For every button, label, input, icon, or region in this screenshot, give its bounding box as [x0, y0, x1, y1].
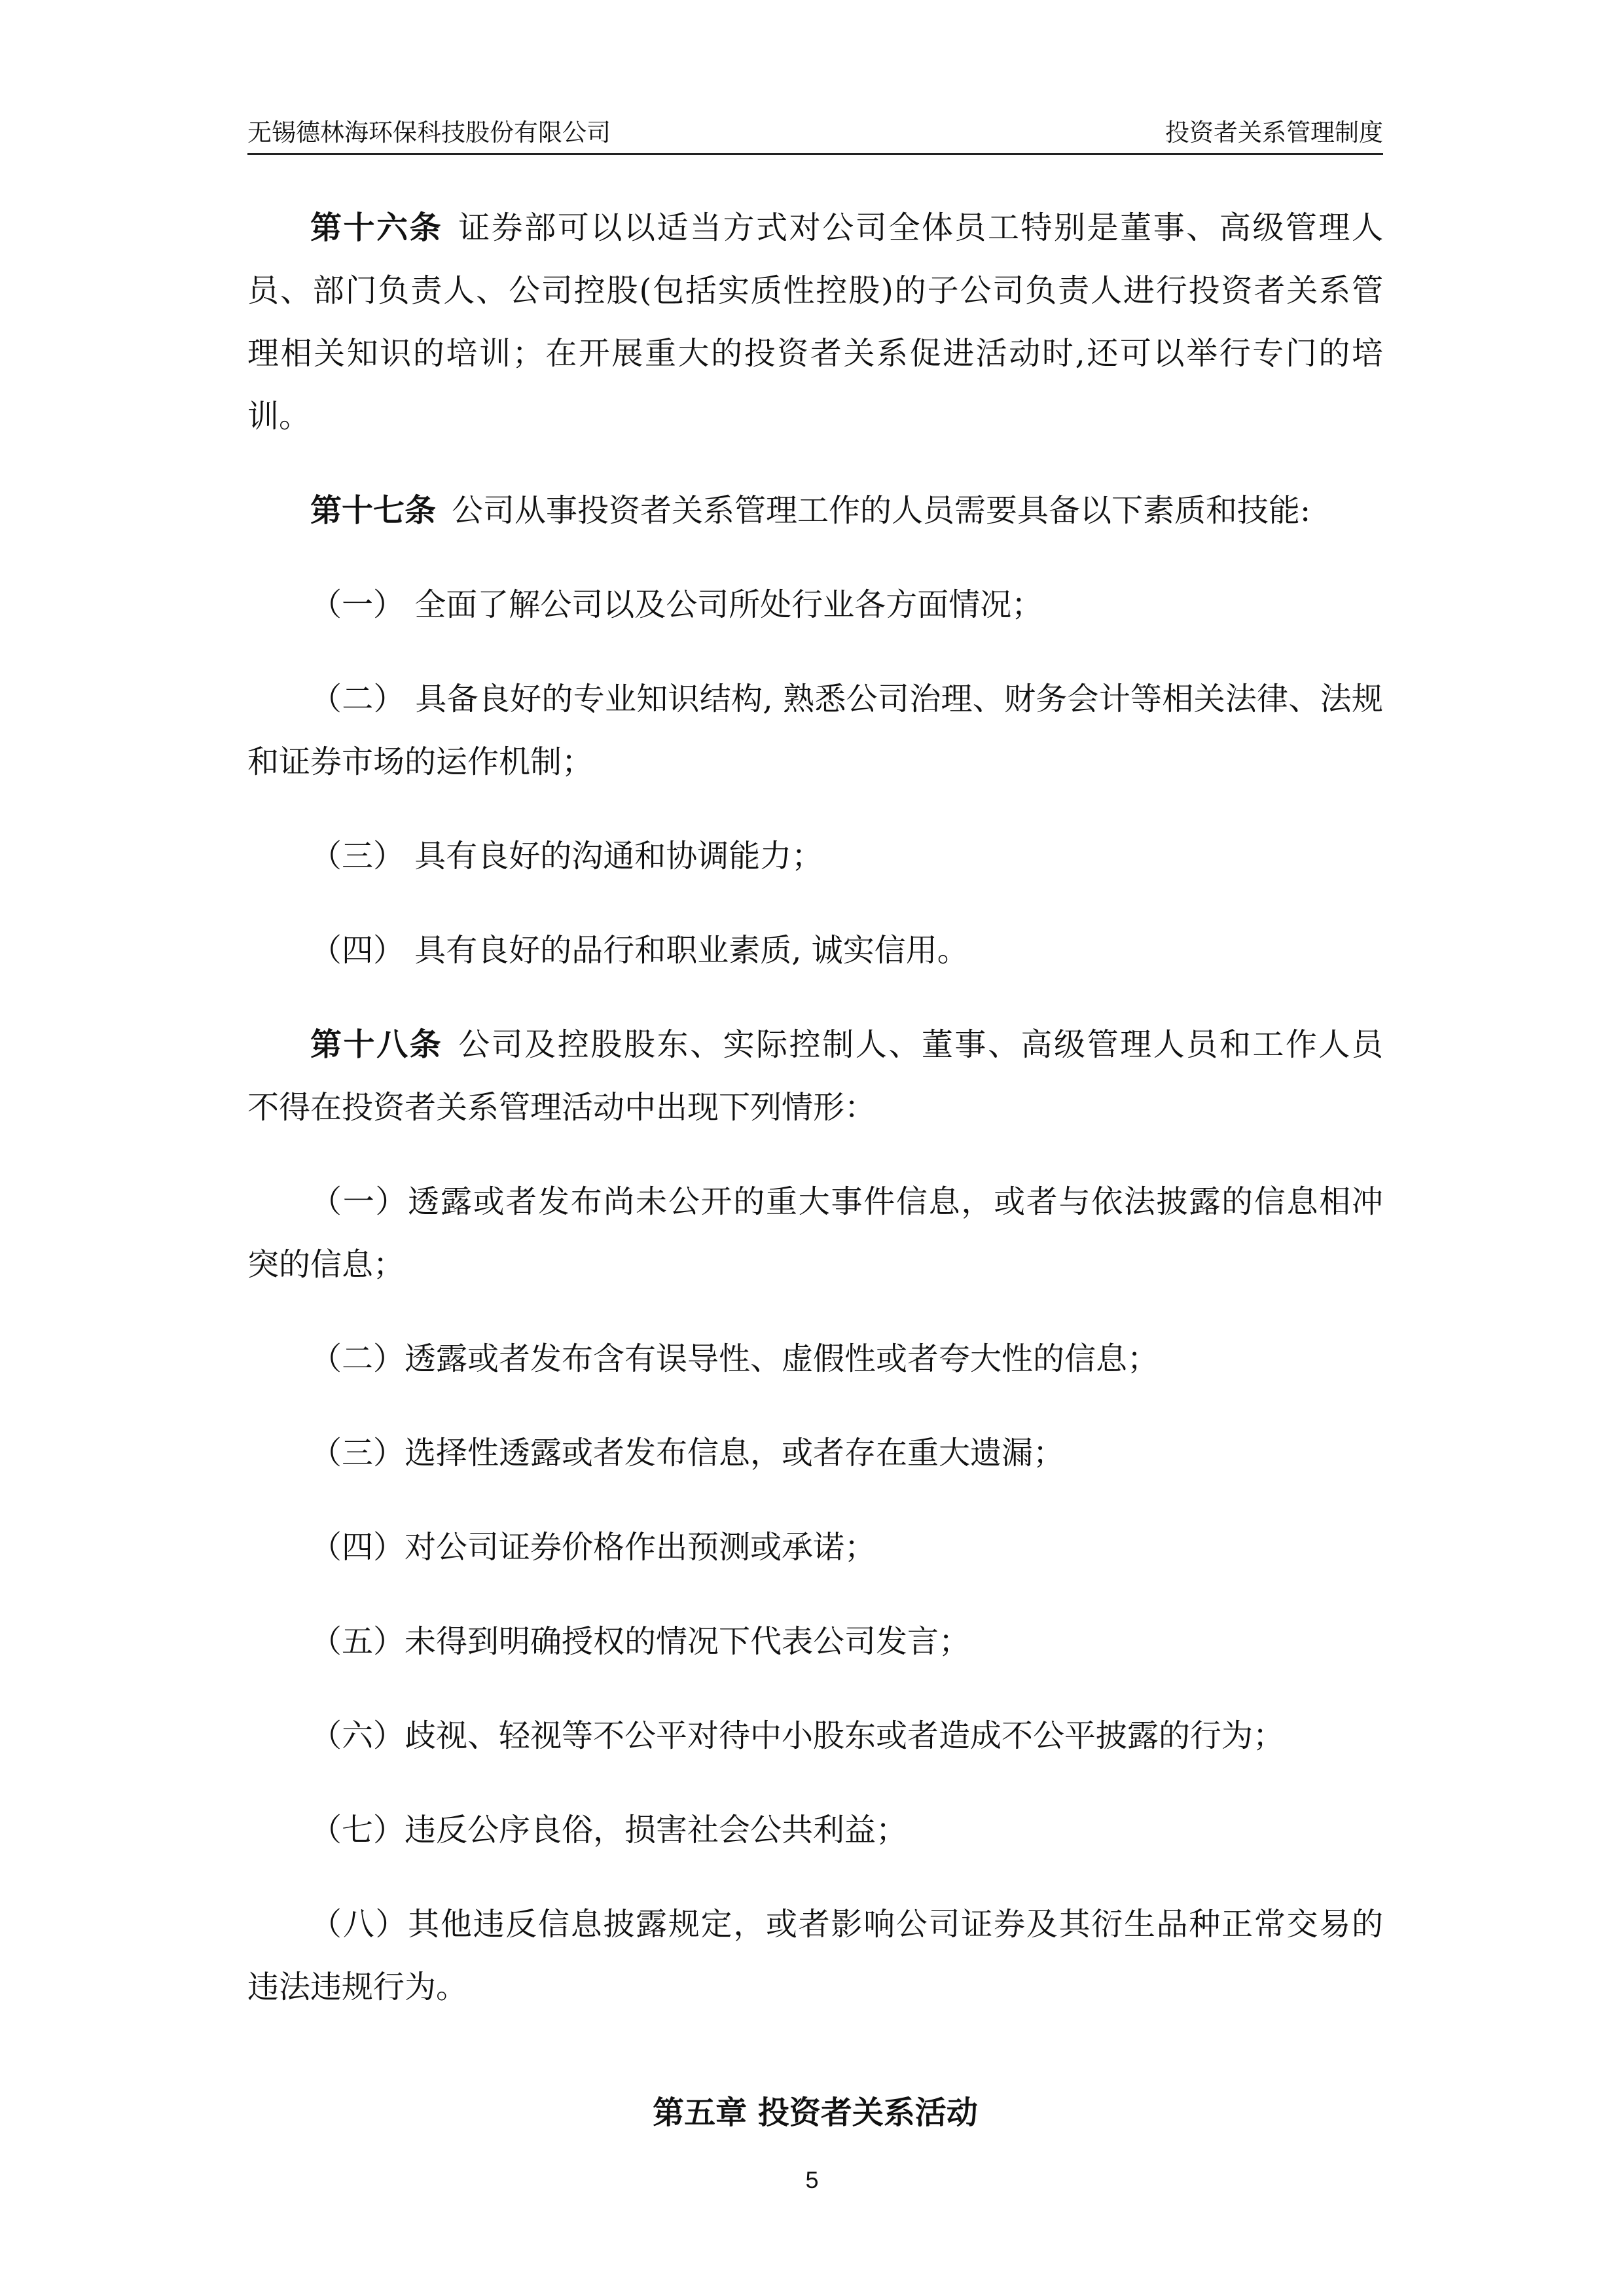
article-18-item-2: [247, 1327, 1383, 1390]
article-18-item-2-text: （二）透露或者发布含有误导性、虚假性或者夸大性的信息；: [310, 1340, 1159, 1377]
article-16-line-2: 员、部门负责人、公司控股(包括实质性控股)的子公司负责人进行投资者关系管: [247, 272, 1383, 309]
article-16-label: 第十六条: [310, 209, 443, 246]
article-17-item-2-line-1: （二） 具备良好的专业知识结构, 熟悉公司治理、财务会计等相关法律、法规: [310, 681, 1383, 717]
article-17-item-2-line-2: 和证券市场的运作机制；: [247, 744, 594, 780]
article-18-item-8-line-1: （八）其他违反信息披露规定，或者影响公司证券及其衍生品种正常交易的: [310, 1906, 1383, 1943]
article-18-item-5: [247, 1610, 1383, 1673]
article-18-item-5-text: （五）未得到明确授权的情况下代表公司发言；: [310, 1623, 971, 1660]
article-18-line-1: [247, 1013, 1383, 1076]
article-18-item-7: [247, 1799, 1383, 1861]
article-17-item-1: [247, 573, 1383, 636]
article-18-line-2: 不得在投资者关系管理活动中出现下列情形：: [247, 1089, 876, 1126]
article-17-line-1: [247, 479, 1383, 542]
article-18-item-7-text: （七）违反公序良俗，损害社会公共利益；: [310, 1812, 908, 1848]
document-body: [247, 196, 1383, 2144]
article-18: [247, 1013, 1383, 1139]
article-18-text-1: 公司及控股股东、实际控制人、董事、高级管理人员和工作人员: [458, 1026, 1383, 1063]
header-company-name: 无锡德林海环保科技股份有限公司: [247, 118, 611, 147]
article-17-label: 第十七条: [310, 492, 437, 529]
article-18-item-3-text: （三）选择性透露或者发布信息，或者存在重大遗漏；: [310, 1435, 1065, 1471]
article-18-item-1-line-1: （一）透露或者发布尚未公开的重大事件信息，或者与依法披露的信息相冲: [310, 1183, 1383, 1220]
article-17-item-3: [247, 825, 1383, 888]
article-18-item-4-text: （四）对公司证券价格作出预测或承诺；: [310, 1529, 876, 1566]
article-16: [247, 196, 1383, 448]
article-17-item-1-text: （一） 全面了解公司以及公司所处行业各方面情况；: [310, 586, 1043, 623]
article-18-item-8-line-2: 违法违规行为。: [247, 1969, 468, 2005]
article-18-item-1: [247, 1170, 1383, 1296]
article-16-line-1: [247, 196, 1383, 259]
chapter-5-heading: 第五章 投资者关系活动: [653, 2094, 978, 2131]
article-16-line-3: 理相关知识的培训；在开展重大的投资者关系促进活动时,还可以举行专门的培: [247, 335, 1383, 372]
article-17-item-4: [247, 919, 1383, 982]
article-18-item-3: [247, 1422, 1383, 1484]
article-18-item-6-text: （六）歧视、轻视等不公平对待中小股东或者造成不公平披露的行为；: [310, 1717, 1285, 1754]
page-number: 5: [805, 2166, 819, 2193]
article-18-item-1-line-2: 突的信息；: [247, 1246, 405, 1283]
article-17-text: 公司从事投资者关系管理工作的人员需要具备以下素质和技能:: [452, 492, 1311, 529]
article-16-line-4: 训。: [247, 398, 311, 435]
article-18-item-4: [247, 1516, 1383, 1579]
article-18-item-6: [247, 1704, 1383, 1767]
article-16-text-1: 证券部可以以适当方式对公司全体员工特别是董事、高级管理人: [458, 209, 1383, 246]
header-document-title: 投资者关系管理制度: [1165, 118, 1383, 147]
article-17-item-2: [247, 668, 1383, 793]
article-18-item-8: [247, 1893, 1383, 2018]
page-header: [247, 113, 1383, 155]
article-17-item-4-text: （四） 具有良好的品行和职业素质, 诚实信用。: [310, 932, 969, 969]
article-17: [247, 479, 1383, 542]
article-18-label: 第十八条: [310, 1026, 443, 1063]
article-17-item-3-text: （三） 具有良好的沟通和协调能力；: [310, 838, 823, 874]
